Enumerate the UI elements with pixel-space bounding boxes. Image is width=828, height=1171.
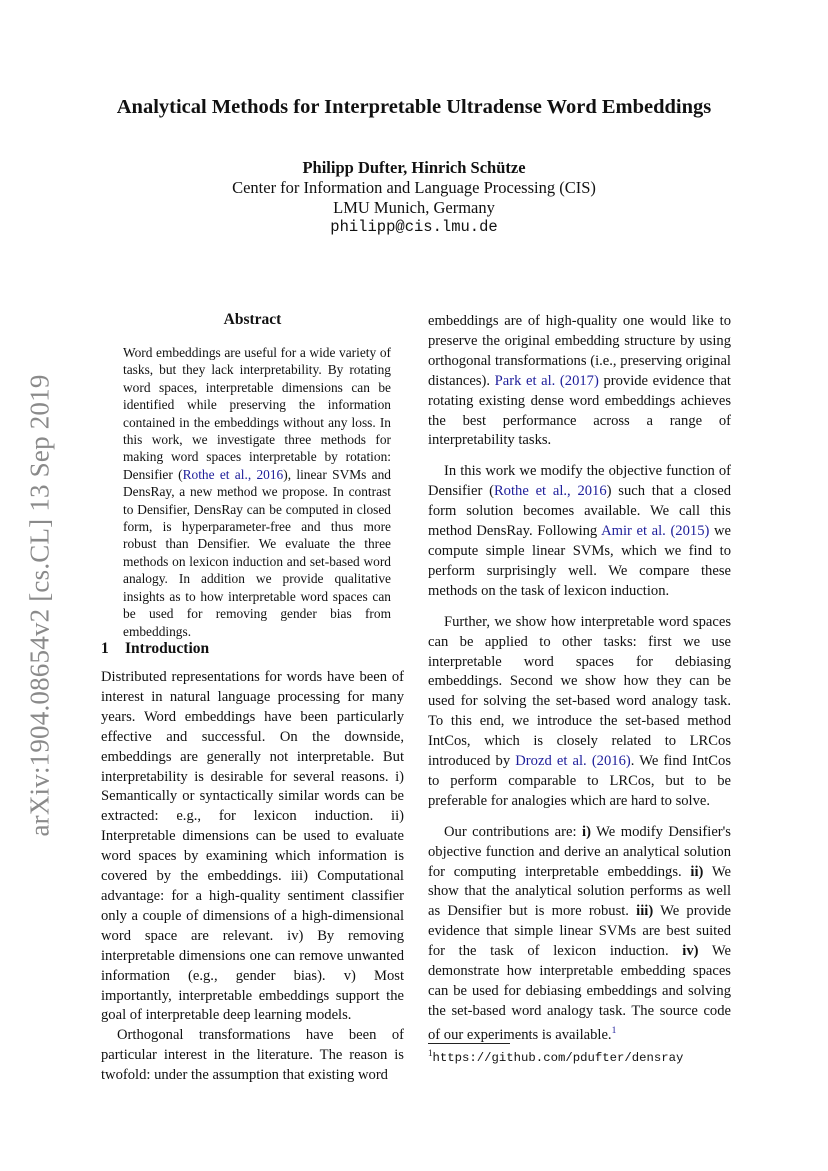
author-affiliation: Center for Information and Language Processing (CIS) — [232, 178, 596, 197]
author-names: Philipp Dufter, Hinrich Schütze — [302, 158, 526, 177]
section-title: Introduction — [125, 640, 210, 657]
contributions-paragraph: Our contributions are: i) We modify Densifier's objective function and derive an analytical solution for computing interpretable embeddings. ii) We show that the analytical solution performs as well as Densifier but is more robust. iii) We provide evidence that simple linear SVMs are best suited for the task of lexicon induction. iv) We demonstrate how interpretable embedding spaces can be used for debiasing embeddings and solving the set-based word analogy task. The source code of our experiments is available.$^1$ — [428, 823, 732, 1043]
abstract-text: Word embeddings are useful for a wide variety of tasks, but they lack interpretability. By rotating word spaces, interpretable dimensions can be identified while preserving the information contained in the embeddings without any loss. In this work, we investigate three methods for making word spaces interpretable by rotation: Densifier (Rothe et al., 2016), linear SVMs and DensRay, a new method we propose. In contrast to Densifier, DensRay can be computed in closed form, is hyperparameter-free and thus more robust than Densifier. We evaluate the three methods on lexicon induction and set-based word analogy. In addition we provide qualitative insights as to how interpretable word spaces can be used for removing gender bias from embeddings. — [123, 345, 391, 639]
right-paragraph-1: embeddings are of high-quality one would like to preserve the original embedding structure by using orthogonal transformations (i.e., preserving original distances). Park et al. (2017) provide evidence that rotating existing dense word embeddings achieves the best performance across a range of interpretability tasks. — [428, 313, 731, 449]
arxiv-identifier: arXiv:1904.08654v2 [cs.CL] 13 Sep 2019 — [24, 373, 55, 837]
citation-link[interactable]: Rothe et al., 2016 — [182, 466, 284, 482]
citation-link[interactable]: Park et al. (2017) — [494, 372, 599, 389]
author-institution: LMU Munich, Germany — [333, 198, 495, 217]
intro-paragraph-2: Orthogonal transformations have been of particular interest in the literature. The reason is twofold: under the assumption that existing word — [101, 1027, 404, 1084]
footnote-url[interactable]: https://github.com/pdufter/densray — [432, 1051, 684, 1066]
citation-link[interactable]: Rothe et al., 2016 — [493, 483, 607, 500]
footnote-marker[interactable]: 1 — [611, 1025, 617, 1036]
intro-paragraph-1: Distributed representations for words have been of interest in natural language processing for many years. Word embeddings have been particularly effective and successful. On the downside, embeddings are generally not interpretable. But interpretability is desirable for several reasons. i) Semantically or syntactically similar words can be extracted: e.g., for lexicon induction. ii) Interpretable dimensions can be used to evaluate word spaces by examining which information is covered by the embeddings. iii) Computational advantage: for a high-quality sentiment classifier only a couple of dimensions of a high-dimensional word space are relevant. iv) By removing interpretable dimensions one can remove unwanted information (e.g., gender bias). v) Most importantly, interpretable embeddings support the goal of interpretable deep learning models. — [101, 669, 404, 1024]
arxiv-side-stamp — [20, 340, 60, 870]
right-column-body — [428, 312, 731, 1046]
paper-title: Analytical Methods for Interpretable Ultradense Word Embeddings — [116, 96, 712, 118]
author-email: philipp@cis.lmu.de — [330, 218, 498, 236]
left-column-body — [101, 668, 404, 1086]
footnote-divider — [428, 1043, 510, 1044]
abstract-heading: Abstract — [223, 311, 282, 328]
right-paragraph-3: Further, we show how interpretable word spaces can be applied to other tasks: first we use interpretable word spaces for debiasing embeddings. Second we show how they can be used for solving the set-based word analogy task. To this end, we introduce the set-based method IntCos, which is closely related to LRCos introduced by Drozd et al. (2016). We find IntCos to perform comparable to LRCos, but to be preferable for analogies which are hard to solve. — [428, 613, 732, 809]
section-number: 1 — [101, 640, 109, 657]
footnote-number: 1 — [428, 1048, 433, 1058]
footnote — [428, 1048, 683, 1065]
citation-link[interactable]: Drozd et al. (2016) — [515, 753, 631, 770]
right-paragraph-2: In this work we modify the objective function of Densifier (Rothe et al., 2016) such that a closed form solution becomes available. We call this method DensRay. Following Amir et al. (2015) we compute simple linear SVMs, which we find to perform surprisingly well. We compare these methods on the task of lexicon induction. — [428, 463, 732, 599]
citation-link[interactable]: Amir et al. (2015) — [601, 523, 710, 540]
section-heading-introduction — [101, 640, 209, 658]
